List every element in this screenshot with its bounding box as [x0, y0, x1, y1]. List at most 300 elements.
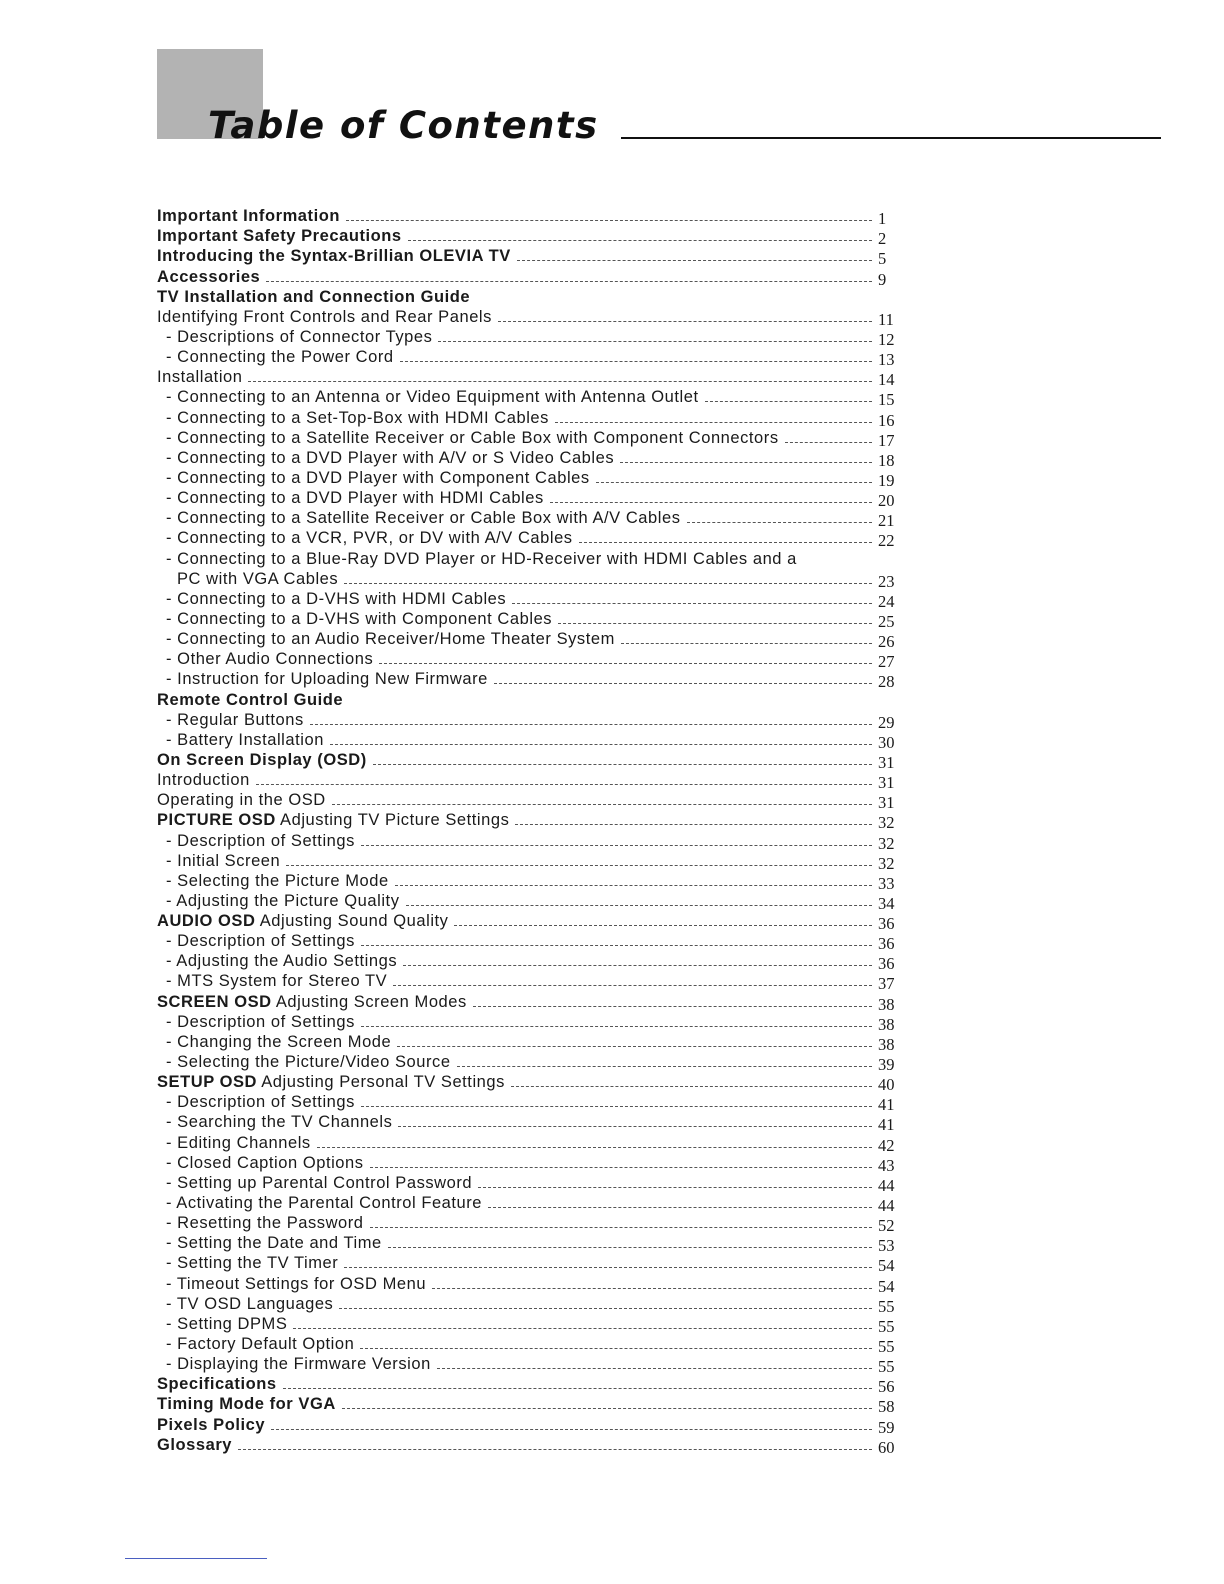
toc-dot-leader — [550, 502, 872, 503]
toc-page-number: 58 — [878, 1397, 895, 1417]
toc-entry[interactable] — [157, 730, 902, 750]
toc-entry[interactable] — [157, 367, 902, 390]
toc-entry[interactable] — [157, 931, 902, 954]
table-of-contents — [157, 206, 902, 1455]
toc-entry[interactable] — [157, 951, 902, 974]
toc-entry-label — [157, 246, 511, 266]
toc-page-number: 25 — [878, 611, 895, 631]
toc-entry[interactable] — [157, 1112, 902, 1135]
toc-entry-text: - Connecting to a DVD Player with Component Cables — [166, 468, 590, 487]
toc-entry-section-prefix: SCREEN OSD — [157, 992, 272, 1011]
toc-entry-text: - Setting DPMS — [166, 1314, 288, 1333]
toc-dot-leader — [248, 381, 872, 382]
toc-entry-label — [166, 1294, 333, 1314]
toc-entry-text: - Setting the Date and Time — [166, 1234, 382, 1253]
toc-page-number: 17 — [878, 430, 895, 450]
toc-dot-leader — [361, 1026, 872, 1027]
toc-dot-leader — [438, 341, 872, 342]
toc-entry[interactable] — [157, 1032, 902, 1052]
toc-entry-text: - Regular Buttons — [166, 710, 304, 729]
toc-entry[interactable] — [157, 1314, 902, 1334]
toc-page-number: 38 — [878, 1014, 895, 1034]
toc-entry[interactable] — [157, 669, 902, 692]
toc-entry-label — [166, 1354, 431, 1374]
toc-entry[interactable] — [157, 387, 902, 410]
toc-entry-text: Operating in the OSD — [157, 791, 326, 810]
toc-entry-text: Adjusting Sound Quality — [259, 912, 449, 931]
toc-dot-leader — [397, 1046, 872, 1047]
toc-entry-text: - Connecting to a Set-Top-Box with HDMI Cables — [166, 408, 549, 427]
toc-dot-leader — [488, 1207, 872, 1208]
toc-dot-leader — [398, 1126, 872, 1127]
toc-page-number: 27 — [878, 652, 895, 672]
toc-entry[interactable] — [157, 1012, 902, 1032]
toc-entry[interactable] — [157, 1213, 902, 1236]
toc-entry-text: - Selecting the Picture/Video Source — [166, 1053, 451, 1072]
toc-dot-leader — [310, 724, 872, 725]
toc-entry-text: Introducing the Syntax-Brillian OLEVIA TV — [157, 247, 511, 266]
toc-dot-leader — [517, 260, 872, 261]
toc-entry-label — [166, 831, 355, 851]
toc-entry[interactable] — [157, 629, 902, 652]
toc-entry[interactable] — [157, 468, 902, 488]
toc-page-number: 19 — [878, 470, 895, 490]
toc-entry[interactable] — [157, 770, 902, 793]
toc-entry-label — [166, 1032, 391, 1052]
toc-entry[interactable] — [157, 1294, 902, 1314]
toc-page-number: 60 — [878, 1437, 895, 1457]
toc-entry-label — [166, 327, 432, 347]
toc-page-number: 30 — [878, 732, 895, 752]
toc-entry-label — [157, 690, 343, 710]
toc-dot-leader — [344, 583, 872, 584]
toc-dot-leader — [785, 442, 872, 443]
toc-entry[interactable] — [157, 569, 902, 589]
toc-entry-label — [157, 750, 367, 770]
toc-entry-text: Introduction — [157, 771, 250, 790]
toc-entry[interactable] — [157, 246, 902, 269]
toc-entry-text: - Connecting to a Blue-Ray DVD Player or HD-Receiver with HDMI Cables and a — [166, 549, 797, 568]
toc-dot-leader — [432, 1288, 872, 1289]
toc-entry-text: - Description of Settings — [166, 831, 355, 850]
toc-dot-leader — [388, 1247, 872, 1248]
toc-entry-text: On Screen Display (OSD) — [157, 750, 367, 769]
toc-entry[interactable] — [157, 1153, 902, 1173]
toc-entry-label — [166, 428, 779, 448]
toc-entry-label — [166, 1112, 392, 1132]
toc-page-number: 16 — [878, 410, 895, 430]
toc-entry-label — [166, 609, 552, 629]
toc-page-number: 36 — [878, 954, 895, 974]
title-rule — [621, 137, 1161, 139]
toc-entry[interactable] — [157, 1435, 902, 1455]
toc-page-number: 41 — [878, 1115, 895, 1135]
toc-entry-text: - Adjusting the Audio Settings — [166, 952, 398, 971]
toc-entry-label — [166, 528, 573, 548]
toc-page-number: 31 — [878, 752, 895, 772]
toc-entry-label — [166, 1253, 338, 1273]
toc-dot-leader — [579, 542, 872, 543]
toc-entry-label — [166, 951, 397, 971]
toc-entry-text: - Instruction for Uploading New Firmware — [166, 670, 488, 689]
toc-entry-text: PC with VGA Cables — [177, 569, 339, 588]
toc-dot-leader — [437, 1368, 872, 1369]
toc-entry-label — [166, 408, 549, 428]
toc-entry-text: Accessories — [157, 267, 261, 286]
toc-dot-leader — [478, 1187, 872, 1188]
toc-entry[interactable] — [157, 1193, 902, 1216]
toc-entry[interactable] — [157, 1233, 902, 1256]
toc-page-number: 2 — [878, 229, 887, 249]
toc-entry-label — [166, 1233, 382, 1253]
toc-page-number: 23 — [878, 571, 895, 591]
toc-entry-section-prefix: PICTURE OSD — [157, 811, 276, 830]
toc-entry-text: - TV OSD Languages — [166, 1294, 334, 1313]
toc-entry[interactable] — [157, 1072, 902, 1095]
toc-entry[interactable] — [157, 508, 902, 531]
toc-dot-leader — [271, 1429, 872, 1430]
toc-entry[interactable] — [157, 1414, 902, 1437]
toc-entry[interactable] — [157, 871, 902, 891]
toc-page-number: 52 — [878, 1216, 895, 1236]
toc-entry-label — [157, 911, 448, 931]
toc-entry-text: - Connecting to a DVD Player with A/V or S Video Cables — [166, 448, 615, 467]
toc-entry-text: - Connecting the Power Cord — [166, 348, 394, 367]
toc-entry-text: - Searching the TV Channels — [166, 1113, 393, 1132]
toc-entry-text: Specifications — [157, 1375, 277, 1394]
toc-entry[interactable] — [157, 649, 902, 672]
toc-entry-text: - MTS System for Stereo TV — [166, 972, 388, 991]
toc-page-number: 54 — [878, 1276, 895, 1296]
toc-dot-leader — [373, 764, 872, 765]
toc-entry-label — [166, 891, 400, 911]
toc-entry-label — [166, 730, 324, 750]
toc-page-number: 11 — [878, 309, 894, 329]
toc-entry-text: - Connecting to an Audio Receiver/Home Theater System — [166, 630, 615, 649]
toc-entry[interactable] — [157, 1394, 902, 1417]
toc-dot-leader — [379, 663, 872, 664]
toc-entry-label — [166, 971, 387, 991]
toc-entry-text: Pixels Policy — [157, 1415, 266, 1434]
toc-entry-text: - Other Audio Connections — [166, 650, 374, 669]
toc-page-number: 29 — [878, 712, 895, 732]
toc-page-number: 54 — [878, 1256, 895, 1276]
toc-entry-text: - Description of Settings — [166, 1093, 355, 1112]
toc-dot-leader — [361, 1106, 872, 1107]
toc-page-number: 24 — [878, 591, 895, 611]
toc-dot-leader — [293, 1328, 872, 1329]
toc-entry-text: - Description of Settings — [166, 1012, 355, 1031]
toc-entry-text: - Setting up Parental Control Password — [166, 1173, 473, 1192]
toc-dot-leader — [346, 220, 872, 221]
toc-entry-label — [157, 1435, 232, 1455]
toc-page-number: 43 — [878, 1155, 895, 1175]
toc-entry[interactable] — [157, 609, 902, 629]
toc-entry-text: Adjusting Personal TV Settings — [261, 1073, 505, 1092]
toc-entry-text: - Setting the TV Timer — [166, 1254, 339, 1273]
toc-entry-text: - Connecting to a Satellite Receiver or Cable Box with A/V Cables — [166, 509, 681, 528]
toc-entry-label — [166, 1133, 311, 1153]
toc-dot-leader — [393, 985, 872, 986]
toc-page-number: 53 — [878, 1236, 895, 1256]
toc-dot-leader — [457, 1066, 872, 1067]
toc-entry[interactable] — [157, 689, 902, 709]
toc-entry-label — [166, 629, 615, 649]
toc-page-number: 44 — [878, 1196, 895, 1216]
toc-entry-label — [157, 1394, 336, 1414]
toc-entry-text: Remote Control Guide — [157, 690, 344, 709]
toc-entry-text: Installation — [157, 368, 243, 387]
toc-entry[interactable] — [157, 548, 902, 568]
toc-page-number: 20 — [878, 491, 895, 511]
toc-page-number: 26 — [878, 632, 895, 652]
toc-entry-label — [157, 226, 402, 246]
toc-page-number: 32 — [878, 833, 895, 853]
toc-entry-label — [166, 1193, 482, 1213]
toc-entry-label — [166, 347, 394, 367]
toc-entry-label — [166, 1052, 451, 1072]
toc-dot-leader — [473, 1006, 872, 1007]
toc-entry-text: Adjusting Screen Modes — [275, 992, 467, 1011]
toc-entry-text: - Connecting to a VCR, PVR, or DV with A/V Cables — [166, 529, 573, 548]
toc-entry-text: - Connecting to a DVD Player with HDMI Cables — [166, 489, 544, 508]
toc-dot-leader — [344, 1267, 872, 1268]
toc-page-number: 28 — [878, 672, 895, 692]
toc-page-number: 55 — [878, 1316, 895, 1336]
toc-entry-text: - Editing Channels — [166, 1133, 311, 1152]
toc-dot-leader — [266, 281, 872, 282]
toc-entry[interactable] — [157, 428, 902, 448]
toc-dot-leader — [558, 623, 872, 624]
toc-entry[interactable] — [157, 266, 902, 289]
toc-dot-leader — [283, 1388, 872, 1389]
toc-entry-label — [157, 1072, 505, 1092]
toc-entry[interactable] — [157, 911, 902, 934]
toc-dot-leader — [705, 401, 872, 402]
toc-dot-leader — [498, 321, 872, 322]
toc-entry-label — [157, 267, 260, 287]
toc-entry-label — [166, 1314, 287, 1334]
toc-page-number: 18 — [878, 450, 895, 470]
toc-entry-text: - Connecting to a D-VHS with HDMI Cables — [166, 589, 507, 608]
toc-dot-leader — [621, 643, 872, 644]
toc-entry-label — [157, 307, 492, 327]
toc-entry[interactable] — [157, 1132, 902, 1155]
toc-dot-leader — [403, 965, 872, 966]
toc-entry-label — [157, 1415, 265, 1435]
toc-dot-leader — [256, 784, 872, 785]
toc-entry-text: - Connecting to an Antenna or Video Equipment with Antenna Outlet — [166, 388, 699, 407]
toc-entry-label — [157, 367, 242, 387]
toc-page-number: 39 — [878, 1055, 895, 1075]
toc-entry-label — [166, 669, 488, 689]
toc-dot-leader — [511, 1086, 872, 1087]
toc-entry-label — [157, 790, 326, 810]
toc-entry-text: - Displaying the Firmware Version — [166, 1355, 431, 1374]
toc-entry[interactable] — [157, 830, 902, 853]
toc-page-number: 14 — [878, 370, 895, 390]
toc-entry-label — [157, 206, 340, 226]
toc-entry-label — [157, 287, 470, 307]
toc-page-number: 59 — [878, 1417, 895, 1437]
toc-entry-text: - Timeout Settings for OSD Menu — [166, 1274, 427, 1293]
toc-entry-label — [166, 871, 389, 891]
toc-entry[interactable] — [157, 347, 902, 370]
toc-page-number: 15 — [878, 390, 895, 410]
toc-entry[interactable] — [157, 851, 902, 871]
toc-entry-label — [157, 770, 250, 790]
toc-dot-leader — [361, 945, 872, 946]
toc-entry[interactable] — [157, 589, 902, 609]
toc-entry[interactable] — [157, 810, 902, 833]
toc-entry[interactable] — [157, 1354, 902, 1377]
toc-dot-leader — [494, 683, 872, 684]
toc-dot-leader — [332, 804, 872, 805]
toc-entry-text: - Descriptions of Connector Types — [166, 327, 433, 346]
toc-page-number: 42 — [878, 1135, 895, 1155]
toc-entry[interactable] — [157, 327, 902, 347]
toc-dot-leader — [406, 905, 873, 906]
toc-entry[interactable] — [157, 407, 902, 430]
toc-entry-text: Timing Mode for VGA — [157, 1395, 336, 1414]
toc-dot-leader — [596, 482, 872, 483]
toc-dot-leader — [370, 1167, 872, 1168]
toc-entry[interactable] — [157, 287, 902, 307]
toc-entry-label — [177, 569, 338, 589]
toc-page-number: 5 — [878, 249, 887, 269]
toc-dot-leader — [361, 845, 872, 846]
toc-dot-leader — [342, 1408, 872, 1409]
toc-entry-label — [157, 1374, 277, 1394]
toc-entry-section-prefix: AUDIO OSD — [157, 912, 256, 931]
toc-page-number: 31 — [878, 773, 895, 793]
toc-dot-leader — [620, 462, 872, 463]
toc-page-number: 32 — [878, 813, 895, 833]
toc-entry-label — [166, 1092, 355, 1112]
toc-entry-label — [166, 1274, 426, 1294]
toc-dot-leader — [330, 744, 872, 745]
toc-entry-label — [166, 549, 797, 569]
toc-page-number: 9 — [878, 269, 887, 289]
toc-entry-label — [166, 387, 699, 407]
toc-entry-text: - Selecting the Picture Mode — [166, 871, 389, 890]
toc-dot-leader — [512, 603, 872, 604]
toc-entry[interactable] — [157, 750, 902, 770]
toc-entry-section-prefix: SETUP OSD — [157, 1073, 258, 1092]
toc-entry-label — [166, 710, 304, 730]
toc-page-number: 32 — [878, 853, 895, 873]
toc-entry-label — [166, 508, 681, 528]
toc-page-number: 1 — [878, 209, 887, 229]
toc-page-number: 44 — [878, 1175, 895, 1195]
toc-page-number: 55 — [878, 1357, 895, 1377]
toc-entry-text: - Battery Installation — [166, 730, 324, 749]
toc-entry-label — [166, 649, 373, 669]
toc-entry-label — [166, 851, 280, 871]
toc-dot-leader — [454, 925, 872, 926]
toc-dot-leader — [408, 240, 872, 241]
toc-page-number: 40 — [878, 1075, 895, 1095]
toc-entry-text: Important Safety Precautions — [157, 227, 402, 246]
toc-page-number: 55 — [878, 1296, 895, 1316]
toc-entry[interactable] — [157, 1052, 902, 1075]
toc-entry-label — [166, 589, 506, 609]
toc-dot-leader — [395, 885, 872, 886]
toc-dot-leader — [370, 1227, 872, 1228]
toc-page-number: 56 — [878, 1377, 895, 1397]
toc-entry[interactable] — [157, 790, 902, 813]
toc-entry-text: - Closed Caption Options — [166, 1153, 364, 1172]
toc-entry-label — [166, 1334, 354, 1354]
toc-entry-label — [157, 810, 509, 830]
toc-entry-text: Glossary — [157, 1435, 233, 1454]
toc-entry-text: - Activating the Parental Control Feature — [166, 1194, 483, 1213]
toc-entry[interactable] — [157, 1273, 902, 1296]
toc-entry[interactable] — [157, 1173, 902, 1193]
toc-entry[interactable] — [157, 448, 902, 468]
toc-entry[interactable] — [157, 710, 902, 730]
toc-page-number: 33 — [878, 873, 895, 893]
toc-page-number: 37 — [878, 974, 895, 994]
toc-entry-label — [166, 1173, 472, 1193]
toc-entry[interactable] — [157, 971, 902, 994]
toc-entry-label — [166, 448, 614, 468]
toc-entry-label — [166, 1012, 355, 1032]
toc-page-number: 13 — [878, 350, 895, 370]
toc-entry-text: - Connecting to a D-VHS with Component Cables — [166, 609, 553, 628]
page-title: Table of Contents — [208, 104, 599, 147]
toc-page-number: 38 — [878, 994, 895, 1014]
toc-entry[interactable] — [157, 1374, 902, 1397]
toc-entry[interactable] — [157, 488, 902, 511]
toc-page-number: 12 — [878, 329, 895, 349]
toc-entry-text: Adjusting TV Picture Settings — [280, 811, 510, 830]
toc-entry-label — [157, 992, 467, 1012]
toc-entry[interactable] — [157, 1092, 902, 1115]
toc-entry-label — [166, 1153, 364, 1173]
toc-page-number: 36 — [878, 914, 895, 934]
toc-dot-leader — [687, 522, 873, 523]
toc-page-number: 31 — [878, 793, 895, 813]
toc-entry[interactable] — [157, 991, 902, 1014]
toc-entry[interactable] — [157, 891, 902, 911]
toc-entry[interactable] — [157, 1334, 902, 1357]
toc-entry-text: - Connecting to a Satellite Receiver or Cable Box with Component Connectors — [166, 428, 779, 447]
toc-entry[interactable] — [157, 226, 902, 249]
toc-entry-text: - Factory Default Option — [166, 1335, 355, 1354]
toc-page-number: 36 — [878, 934, 895, 954]
toc-page-number: 41 — [878, 1095, 895, 1115]
toc-dot-leader — [339, 1308, 872, 1309]
toc-entry-label — [166, 468, 590, 488]
toc-dot-leader — [400, 361, 872, 362]
toc-entry-label — [166, 931, 355, 951]
toc-dot-leader — [515, 824, 872, 825]
toc-entry[interactable] — [157, 1253, 902, 1276]
toc-entry[interactable] — [157, 528, 902, 551]
toc-entry[interactable] — [157, 206, 902, 229]
toc-entry[interactable] — [157, 307, 902, 327]
toc-dot-leader — [286, 865, 872, 866]
toc-entry-text: - Changing the Screen Mode — [166, 1032, 392, 1051]
toc-entry-label — [166, 1213, 364, 1233]
toc-entry-text: Identifying Front Controls and Rear Panels — [157, 307, 492, 326]
toc-entry-label — [166, 488, 544, 508]
toc-entry-text: - Resetting the Password — [166, 1214, 364, 1233]
toc-entry-text: Important Information — [157, 207, 340, 226]
toc-page-number: 21 — [878, 511, 895, 531]
toc-entry-text: - Adjusting the Picture Quality — [166, 891, 400, 910]
